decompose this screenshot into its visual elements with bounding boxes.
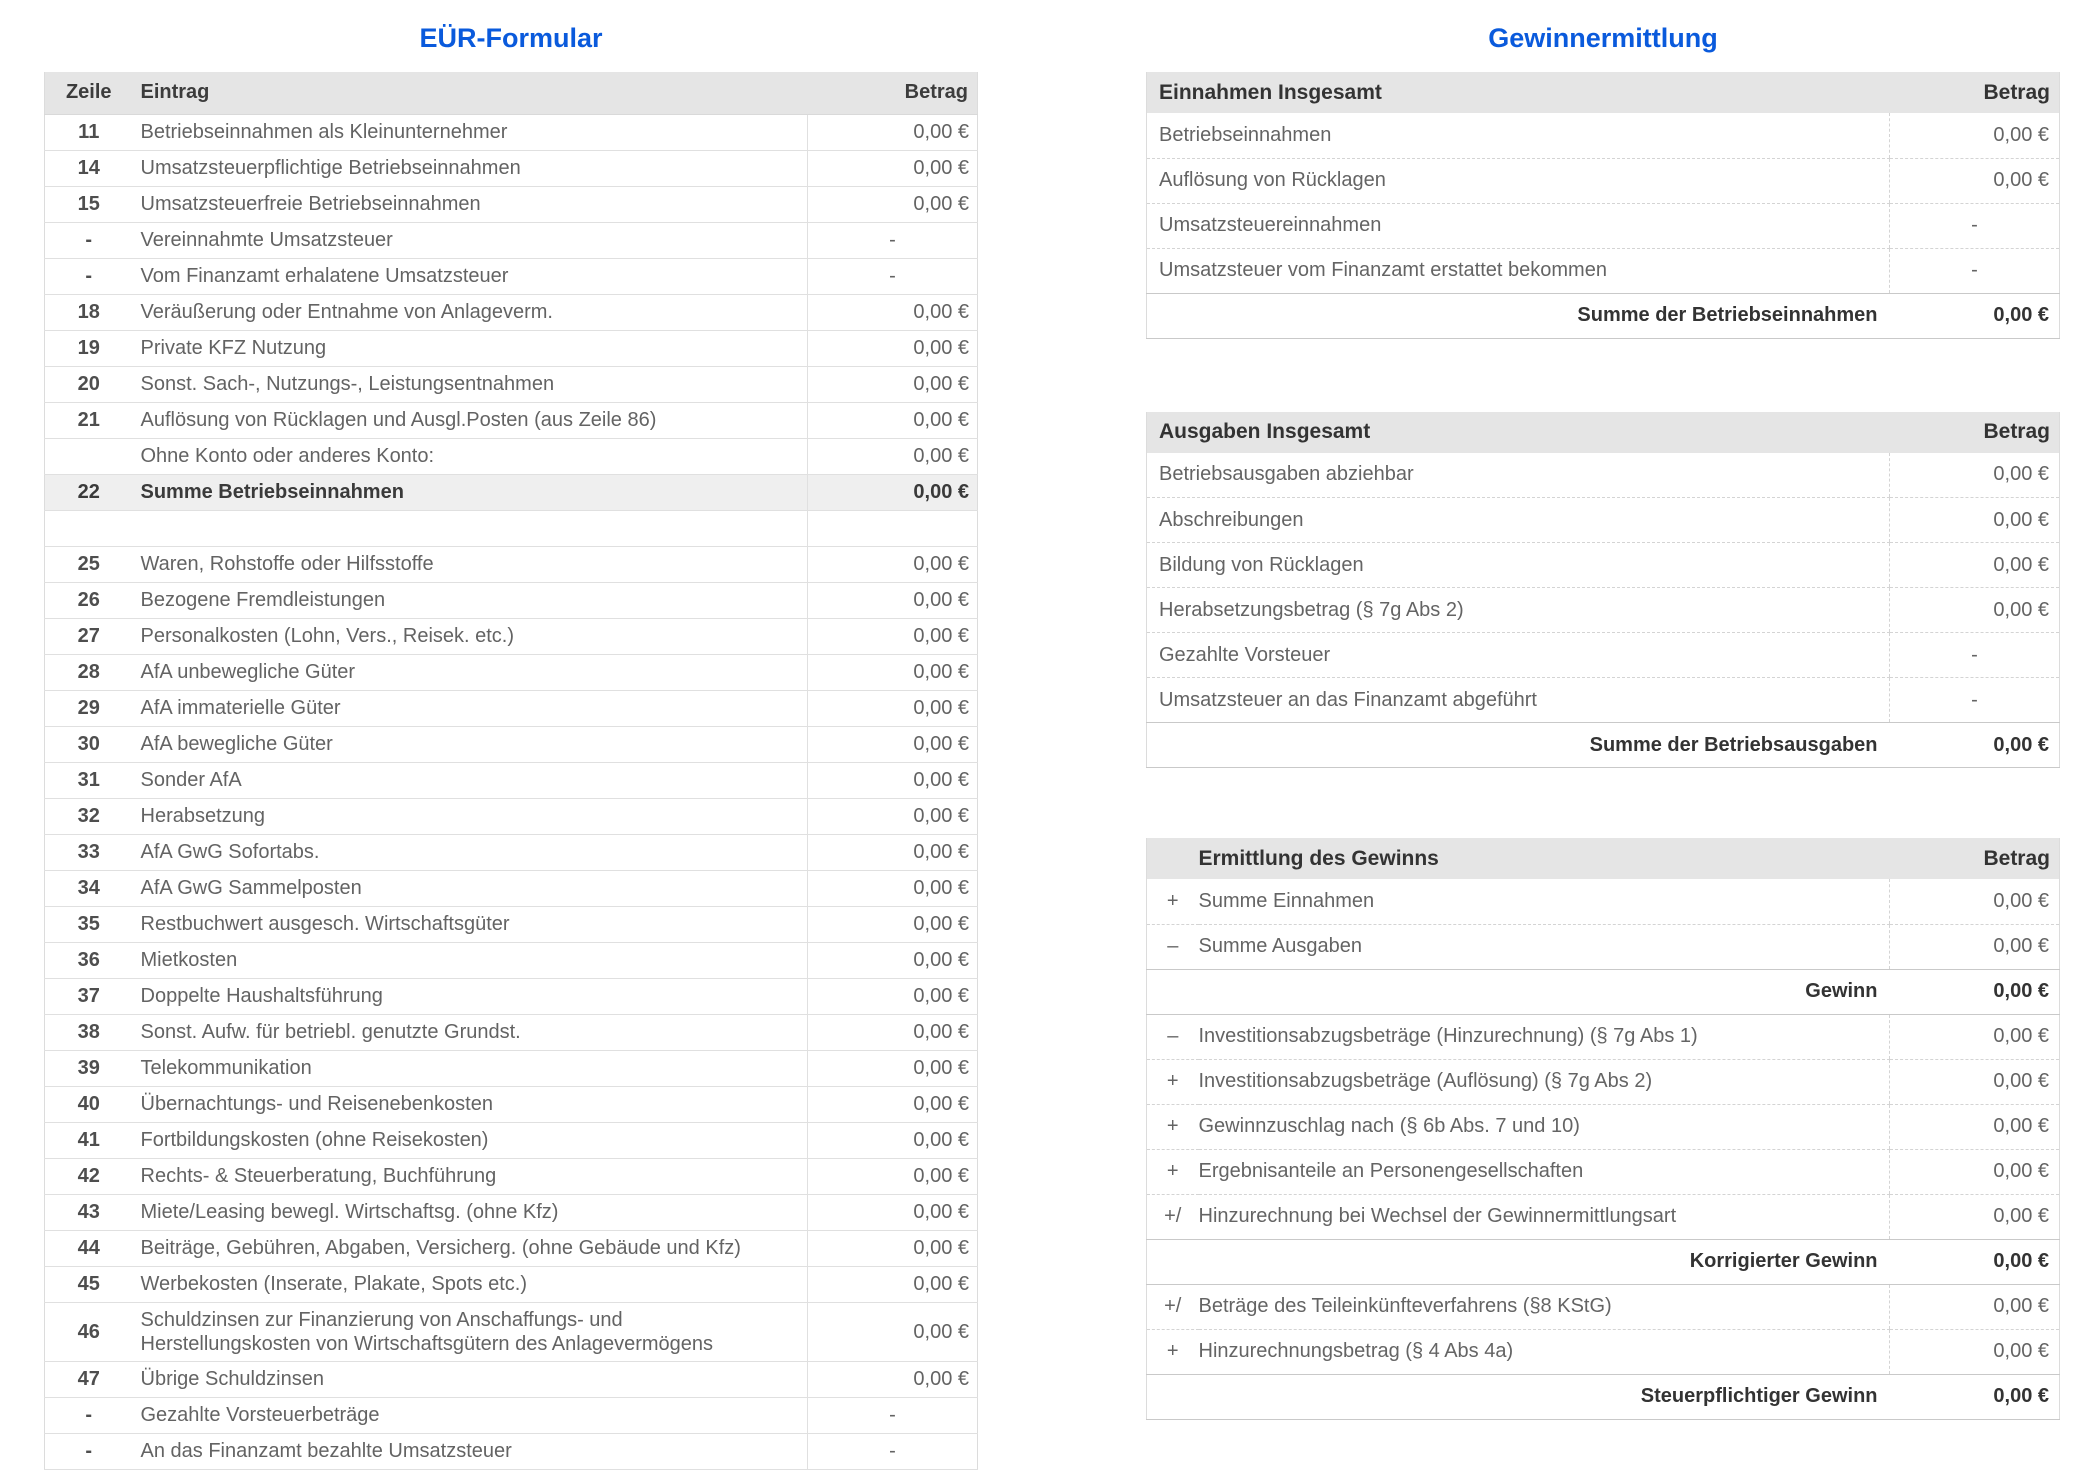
zeile-cell [45, 438, 133, 474]
zeile-cell: - [45, 222, 133, 258]
table-row [45, 258, 978, 294]
zeile-cell: 42 [45, 1158, 133, 1194]
zeile-cell: 33 [45, 834, 133, 870]
eur-table-body [45, 114, 978, 1469]
table-row [1147, 1014, 2060, 1059]
label-cell: Investitionsabzugsbeträge (Auflösung) (§ 7g Abs 2) [1199, 1059, 1890, 1104]
table-row [45, 1050, 978, 1086]
amount-cell: - [808, 1397, 978, 1433]
table-row [45, 798, 978, 834]
table-row [1147, 453, 2060, 498]
gewinn-section [1146, 20, 2060, 1420]
label-cell: Summe Ausgaben [1199, 924, 1890, 969]
zeile-cell: 45 [45, 1266, 133, 1302]
amount-cell: 0,00 € [808, 1158, 978, 1194]
zeile-cell: 21 [45, 402, 133, 438]
label-cell: Herabsetzungsbetrag (§ 7g Abs 2) [1147, 588, 1890, 633]
amount-cell: 0,00 € [1890, 588, 2060, 633]
table-row [45, 402, 978, 438]
table-row [1147, 543, 2060, 588]
table-header-label: Ermittlung des Gewinns [1199, 838, 1890, 879]
zeile-cell: 27 [45, 618, 133, 654]
amount-cell: 0,00 € [808, 150, 978, 186]
entry-cell: AfA unbewegliche Güter [133, 654, 808, 690]
betrag-column-header: Betrag [1890, 72, 2060, 113]
entry-cell: Vereinnahmte Umsatzsteuer [133, 222, 808, 258]
label-cell: Auflösung von Rücklagen [1147, 158, 1890, 203]
amount-cell: 0,00 € [1890, 1149, 2060, 1194]
table-row [45, 1302, 978, 1361]
table-row [45, 366, 978, 402]
sign-cell: + [1147, 1329, 1199, 1374]
label-cell: Investitionsabzugsbeträge (Hinzurechnung) (§ 7g Abs 1) [1199, 1014, 1890, 1059]
entry-cell: AfA immaterielle Güter [133, 690, 808, 726]
summary-amount: 0,00 € [1890, 723, 2060, 768]
amount-cell: - [1890, 203, 2060, 248]
amount-cell: 0,00 € [1890, 879, 2060, 924]
table-row [1147, 678, 2060, 723]
sign-cell: – [1147, 1014, 1199, 1059]
label-cell: Abschreibungen [1147, 498, 1890, 543]
eur-table [44, 72, 978, 1470]
table-row [1147, 1194, 2060, 1239]
entry-cell: An das Finanzamt bezahlte Umsatzsteuer [133, 1433, 808, 1469]
table-row [1147, 498, 2060, 543]
table-header-row [1147, 838, 2060, 879]
summary-row [1147, 1374, 2060, 1419]
amount-cell: 0,00 € [808, 798, 978, 834]
entry-cell: AfA bewegliche Güter [133, 726, 808, 762]
zeile-cell: 38 [45, 1014, 133, 1050]
table-row [1147, 924, 2060, 969]
zeile-cell: - [45, 1397, 133, 1433]
betrag-column-header: Betrag [1890, 838, 2060, 879]
amount-cell: 0,00 € [808, 942, 978, 978]
amount-cell: 0,00 € [808, 618, 978, 654]
table-row [45, 906, 978, 942]
entry-cell: Sonst. Sach-, Nutzungs-, Leistungsentnahmen [133, 366, 808, 402]
zeile-cell: 40 [45, 1086, 133, 1122]
table-row [45, 618, 978, 654]
summary-label: Steuerpflichtiger Gewinn [1147, 1374, 1890, 1419]
amount-cell: 0,00 € [1890, 543, 2060, 588]
table-row [45, 186, 978, 222]
sign-column-header [1147, 838, 1199, 879]
summary-row [1147, 969, 2060, 1014]
amount-cell: 0,00 € [1890, 1284, 2060, 1329]
table-row [1147, 1329, 2060, 1374]
sign-cell: + [1147, 1059, 1199, 1104]
table-row [1147, 1284, 2060, 1329]
table-row [45, 1122, 978, 1158]
entry-cell: Herabsetzung [133, 798, 808, 834]
entry-cell: Personalkosten (Lohn, Vers., Reisek. etc.) [133, 618, 808, 654]
zeile-cell: 43 [45, 1194, 133, 1230]
zeile-cell: 11 [45, 114, 133, 150]
entry-cell: Summe Betriebseinnahmen [133, 474, 808, 510]
entry-cell: Private KFZ Nutzung [133, 330, 808, 366]
amount-cell: 0,00 € [1890, 498, 2060, 543]
amount-cell: 0,00 € [808, 366, 978, 402]
eur-section [44, 20, 978, 1470]
zeile-cell [45, 510, 133, 546]
amount-cell: 0,00 € [808, 726, 978, 762]
table-ermittlung [1146, 838, 2060, 1420]
label-cell: Gewinnzuschlag nach (§ 6b Abs. 7 und 10) [1199, 1104, 1890, 1149]
label-cell: Betriebseinnahmen [1147, 113, 1890, 158]
zeile-cell: - [45, 1433, 133, 1469]
label-cell: Ergebnisanteile an Personengesellschaften [1199, 1149, 1890, 1194]
betrag-column-header: Betrag [1890, 412, 2060, 453]
amount-cell: 0,00 € [1890, 453, 2060, 498]
zeile-cell: 35 [45, 906, 133, 942]
amount-cell: 0,00 € [808, 1194, 978, 1230]
entry-cell: Übrige Schuldzinsen [133, 1361, 808, 1397]
zeile-cell: - [45, 258, 133, 294]
amount-cell: 0,00 € [808, 1122, 978, 1158]
amount-cell: - [1890, 633, 2060, 678]
entry-cell: Telekommunikation [133, 1050, 808, 1086]
table-row [45, 1397, 978, 1433]
zeile-cell: 47 [45, 1361, 133, 1397]
table-row [45, 150, 978, 186]
table-row [45, 978, 978, 1014]
entry-cell: Betriebseinnahmen als Kleinunternehmer [133, 114, 808, 150]
zeile-cell: 26 [45, 582, 133, 618]
amount-cell: 0,00 € [808, 438, 978, 474]
table-header-label: Ausgaben Insgesamt [1147, 412, 1890, 453]
summary-amount: 0,00 € [1890, 293, 2060, 338]
amount-cell: 0,00 € [808, 582, 978, 618]
table-row [1147, 1104, 2060, 1149]
zeile-cell: 19 [45, 330, 133, 366]
amount-cell: 0,00 € [1890, 1059, 2060, 1104]
label-cell: Bildung von Rücklagen [1147, 543, 1890, 588]
amount-cell: - [808, 222, 978, 258]
entry-cell: AfA GwG Sammelposten [133, 870, 808, 906]
sign-cell: + [1147, 1104, 1199, 1149]
zeile-cell: 41 [45, 1122, 133, 1158]
amount-cell: 0,00 € [1890, 113, 2060, 158]
entry-cell: Werbekosten (Inserate, Plakate, Spots etc.) [133, 1266, 808, 1302]
entry-cell: Übernachtungs- und Reisenebenkosten [133, 1086, 808, 1122]
eintrag-column-header: Eintrag [133, 72, 808, 114]
entry-cell: Schuldzinsen zur Finanzierung von Anschaffungs- und Herstellungskosten von Wirtschaftsgütern des Anlagevermögens [133, 1302, 808, 1361]
entry-cell: Vom Finanzamt erhalatene Umsatzsteuer [133, 258, 808, 294]
betrag-column-header: Betrag [808, 72, 978, 114]
table-row [45, 438, 978, 474]
entry-cell: Bezogene Fremdleistungen [133, 582, 808, 618]
amount-cell: 0,00 € [808, 690, 978, 726]
table-row [45, 330, 978, 366]
table-row [45, 654, 978, 690]
zeile-column-header: Zeile [45, 72, 133, 114]
entry-cell: Veräußerung oder Entnahme von Anlageverm. [133, 294, 808, 330]
amount-cell: 0,00 € [808, 906, 978, 942]
table-row [45, 834, 978, 870]
zeile-cell: 28 [45, 654, 133, 690]
entry-cell: Restbuchwert ausgesch. Wirtschaftsgüter [133, 906, 808, 942]
table-row [45, 1014, 978, 1050]
entry-cell: Beiträge, Gebühren, Abgaben, Versicherg. (ohne Gebäude und Kfz) [133, 1230, 808, 1266]
zeile-cell: 31 [45, 762, 133, 798]
amount-cell: 0,00 € [1890, 1329, 2060, 1374]
amount-cell: 0,00 € [808, 294, 978, 330]
entry-cell: Umsatzsteuerpflichtige Betriebseinnahmen [133, 150, 808, 186]
table-row [45, 114, 978, 150]
table-row [1147, 1149, 2060, 1194]
amount-cell: 0,00 € [808, 330, 978, 366]
summary-label: Gewinn [1147, 969, 1890, 1014]
entry-cell: Rechts- & Steuerberatung, Buchführung [133, 1158, 808, 1194]
zeile-cell: 34 [45, 870, 133, 906]
eur-title: EÜR-Formular [419, 23, 603, 53]
entry-cell: Sonst. Aufw. für betriebl. genutzte Grundst. [133, 1014, 808, 1050]
amount-cell: 0,00 € [1890, 1014, 2060, 1059]
table-row [45, 870, 978, 906]
entry-cell: Doppelte Haushaltsführung [133, 978, 808, 1014]
table-row [1147, 588, 2060, 633]
table-row [45, 1194, 978, 1230]
amount-cell: 0,00 € [1890, 1104, 2060, 1149]
table-row [45, 582, 978, 618]
sign-cell: + [1147, 879, 1199, 924]
sign-cell: +/ [1147, 1194, 1199, 1239]
summary-row [1147, 293, 2060, 338]
entry-cell: Miete/Leasing bewegl. Wirtschaftsg. (ohne Kfz) [133, 1194, 808, 1230]
zeile-cell: 18 [45, 294, 133, 330]
table-header-row [1147, 412, 2060, 453]
table-row [45, 1230, 978, 1266]
amount-cell: 0,00 € [808, 402, 978, 438]
table-row [45, 510, 978, 546]
table-row [45, 294, 978, 330]
table-row [1147, 113, 2060, 158]
label-cell: Umsatzsteuereinnahmen [1147, 203, 1890, 248]
amount-cell: 0,00 € [808, 1302, 978, 1361]
table-row [45, 762, 978, 798]
table-row [45, 1433, 978, 1469]
sign-cell: – [1147, 924, 1199, 969]
summary-amount: 0,00 € [1890, 1239, 2060, 1284]
table-row [1147, 633, 2060, 678]
amount-cell: 0,00 € [808, 1086, 978, 1122]
amount-cell: - [1890, 678, 2060, 723]
table-row [45, 474, 978, 510]
label-cell: Gezahlte Vorsteuer [1147, 633, 1890, 678]
label-cell: Hinzurechnung bei Wechsel der Gewinnermittlungsart [1199, 1194, 1890, 1239]
zeile-cell: 20 [45, 366, 133, 402]
amount-cell: 0,00 € [808, 1014, 978, 1050]
label-cell: Umsatzsteuer vom Finanzamt erstattet bekommen [1147, 248, 1890, 293]
entry-cell: Auflösung von Rücklagen und Ausgl.Posten (aus Zeile 86) [133, 402, 808, 438]
table-row [45, 1158, 978, 1194]
amount-cell: 0,00 € [808, 114, 978, 150]
zeile-cell: 29 [45, 690, 133, 726]
zeile-cell: 46 [45, 1302, 133, 1361]
amount-cell: 0,00 € [808, 1050, 978, 1086]
amount-cell: - [808, 1433, 978, 1469]
table-row [1147, 248, 2060, 293]
table-row [1147, 203, 2060, 248]
summary-amount: 0,00 € [1890, 1374, 2060, 1419]
amount-cell: 0,00 € [1890, 1194, 2060, 1239]
label-cell: Summe Einnahmen [1199, 879, 1890, 924]
table-row [1147, 879, 2060, 924]
zeile-cell: 36 [45, 942, 133, 978]
summary-label: Korrigierter Gewinn [1147, 1239, 1890, 1284]
amount-cell: 0,00 € [808, 1361, 978, 1397]
amount-cell: 0,00 € [808, 834, 978, 870]
table-row [45, 222, 978, 258]
table-einnahmen [1146, 72, 2060, 339]
entry-cell: Gezahlte Vorsteuerbeträge [133, 1397, 808, 1433]
right-tables [1146, 72, 2060, 1420]
table-row [1147, 1059, 2060, 1104]
entry-cell: Waren, Rohstoffe oder Hilfsstoffe [133, 546, 808, 582]
table-header-row [1147, 72, 2060, 113]
table-ausgaben [1146, 412, 2060, 769]
zeile-cell: 44 [45, 1230, 133, 1266]
amount-cell: 0,00 € [1890, 924, 2060, 969]
summary-label: Summe der Betriebsausgaben [1147, 723, 1890, 768]
amount-cell: - [808, 258, 978, 294]
table-row [45, 726, 978, 762]
table-row [45, 1361, 978, 1397]
entry-cell [133, 510, 808, 546]
zeile-cell: 15 [45, 186, 133, 222]
zeile-cell: 37 [45, 978, 133, 1014]
amount-cell: 0,00 € [1890, 158, 2060, 203]
amount-cell: 0,00 € [808, 1266, 978, 1302]
amount-cell: 0,00 € [808, 546, 978, 582]
sign-cell: + [1147, 1149, 1199, 1194]
label-cell: Betriebsausgaben abziehbar [1147, 453, 1890, 498]
sign-cell: +/ [1147, 1284, 1199, 1329]
zeile-cell: 14 [45, 150, 133, 186]
eur-header-row [45, 72, 978, 114]
amount-cell [808, 510, 978, 546]
amount-cell: 0,00 € [808, 186, 978, 222]
summary-amount: 0,00 € [1890, 969, 2060, 1014]
entry-cell: Mietkosten [133, 942, 808, 978]
entry-cell: Umsatzsteuerfreie Betriebseinnahmen [133, 186, 808, 222]
entry-cell: Ohne Konto oder anderes Konto: [133, 438, 808, 474]
gewinn-title: Gewinnermittlung [1488, 23, 1718, 53]
entry-cell: Sonder AfA [133, 762, 808, 798]
zeile-cell: 30 [45, 726, 133, 762]
zeile-cell: 39 [45, 1050, 133, 1086]
summary-row [1147, 1239, 2060, 1284]
amount-cell: 0,00 € [808, 474, 978, 510]
entry-cell: AfA GwG Sofortabs. [133, 834, 808, 870]
amount-cell: 0,00 € [808, 762, 978, 798]
summary-row [1147, 723, 2060, 768]
table-row [45, 942, 978, 978]
table-row [45, 690, 978, 726]
table-header-label: Einnahmen Insgesamt [1147, 72, 1890, 113]
label-cell: Hinzurechnungsbetrag (§ 4 Abs 4a) [1199, 1329, 1890, 1374]
zeile-cell: 22 [45, 474, 133, 510]
amount-cell: 0,00 € [808, 1230, 978, 1266]
table-row [45, 1266, 978, 1302]
table-row [45, 1086, 978, 1122]
label-cell: Beträge des Teileinkünfteverfahrens (§8 KStG) [1199, 1284, 1890, 1329]
amount-cell: 0,00 € [808, 870, 978, 906]
label-cell: Umsatzsteuer an das Finanzamt abgeführt [1147, 678, 1890, 723]
zeile-cell: 25 [45, 546, 133, 582]
amount-cell: 0,00 € [808, 654, 978, 690]
table-row [1147, 158, 2060, 203]
amount-cell: - [1890, 248, 2060, 293]
entry-cell: Fortbildungskosten (ohne Reisekosten) [133, 1122, 808, 1158]
amount-cell: 0,00 € [808, 978, 978, 1014]
zeile-cell: 32 [45, 798, 133, 834]
table-row [45, 546, 978, 582]
summary-label: Summe der Betriebseinnahmen [1147, 293, 1890, 338]
